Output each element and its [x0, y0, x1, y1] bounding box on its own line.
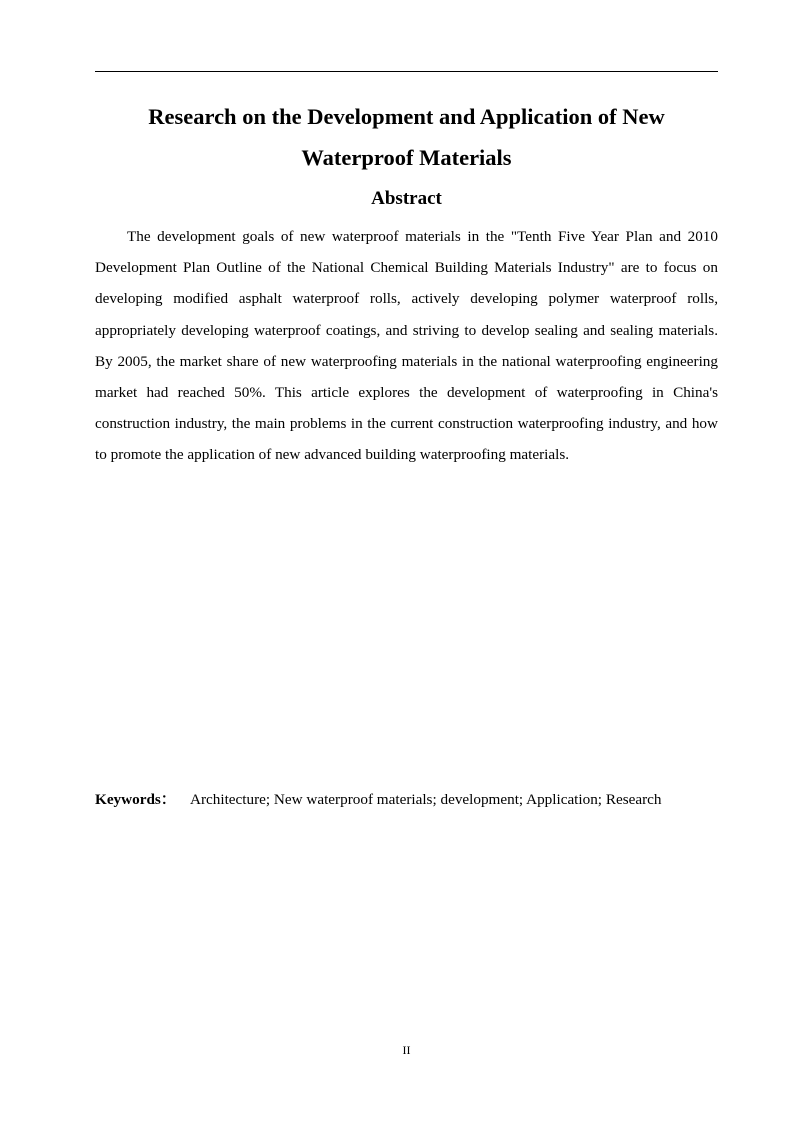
keywords-text: Architecture; New waterproof materials; development; Application; Research	[190, 791, 662, 808]
header-rule	[95, 71, 718, 72]
paper-title: Research on the Development and Application of New Waterproof Materials	[148, 104, 665, 170]
page-number: II	[402, 1043, 411, 1057]
keywords-line	[95, 787, 718, 813]
abstract-heading: Abstract	[371, 188, 442, 209]
abstract-body: The development goals of new waterproof materials in the "Tenth Five Year Plan and 2010 Development Plan Outline of the National Chemical Building Materials Industry" are to focus on developing modified asphalt waterproof rolls, actively developing polymer waterproof rolls, appropriately developing waterproof coatings, and striving to develop sealing and sealing materials. By 2005, the market share of new waterproofing materials in the national waterproofing engineering market had reached 50%. This article explores the development of waterproofing in China's construction industry, the main problems in the current construction waterproofing industry, and how to promote the application of new advanced building waterproofing materials.	[95, 228, 718, 464]
keywords-label: Keywords：	[95, 791, 176, 808]
